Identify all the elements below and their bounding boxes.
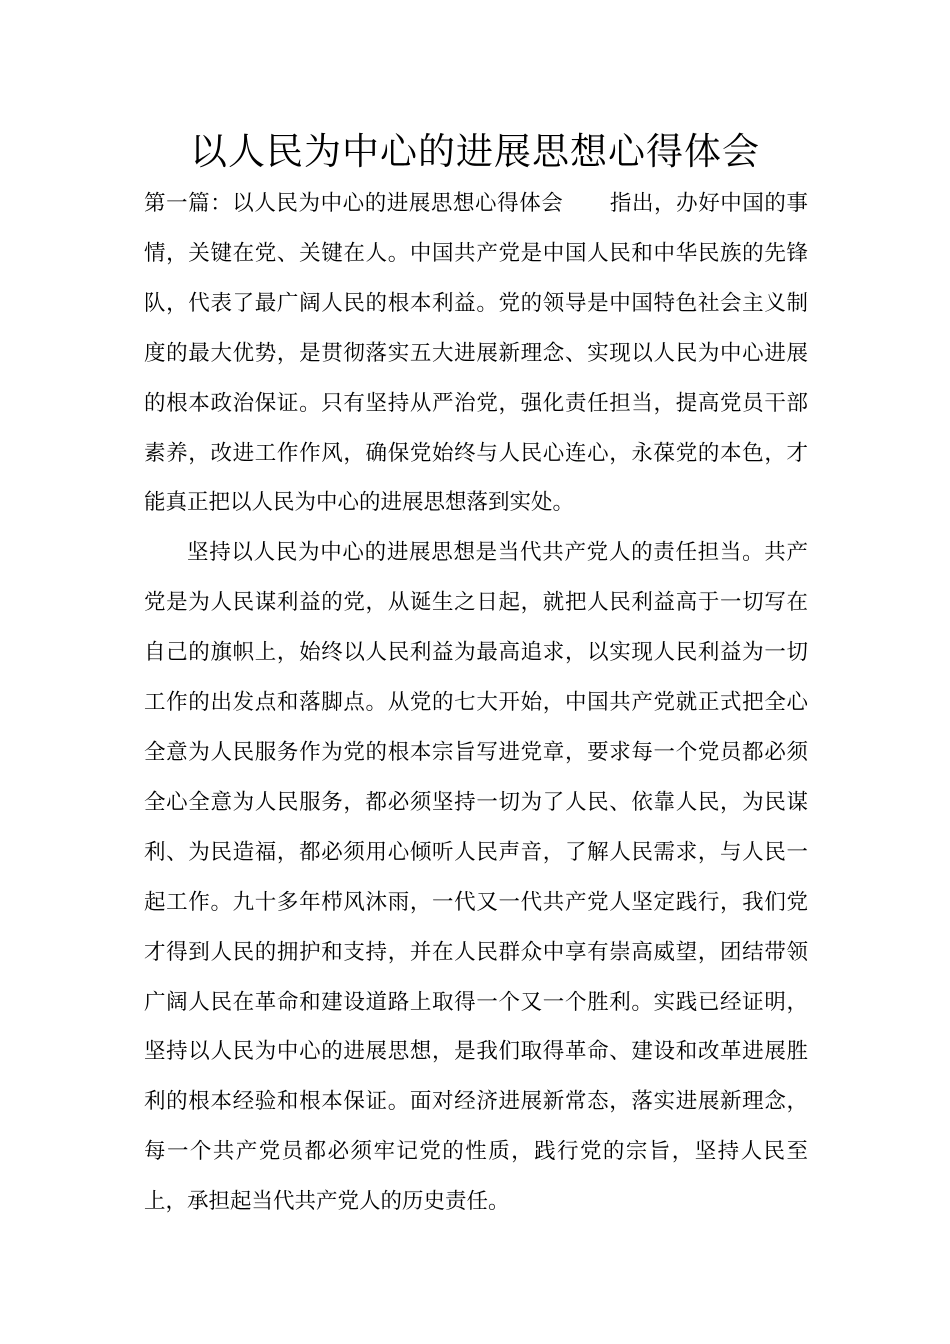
document-title: 以人民为中心的进展思想心得体会	[190, 130, 760, 173]
section-heading: 第一篇：以人民为中心的进展思想心得体会	[144, 191, 564, 216]
paragraph-1-text: 指出，办好中国的事情，关键在党、关键在人。中国共产党是中国人民和中华民族的先锋队，代表了最广阔人民的根本利益。党的领导是中国特色社会主义制度的最大优势，是贯彻落实五大进展新理念、实现以人民为中心进展的根本政治保证。只有坚持从严治党，强化责任担当，提高党员干部素养，改进工作作风，确保党始终与人民心连心，永葆党的本色，才能真正把以人民为中心的进展思想落到实处。	[144, 191, 808, 516]
paragraph-1	[144, 179, 808, 528]
document-body	[144, 179, 808, 1227]
paragraph-2: 坚持以人民为中心的进展思想是当代共产党人的责任担当。共产党是为人民谋利益的党，从诞生之日起，就把人民利益高于一切写在自己的旗帜上，始终以人民利益为最高追求，以实现人民利益为一切工作的出发点和落脚点。从党的七大开始，中国共产党就正式把全心全意为人民服务作为党的根本宗旨写进党章，要求每一个党员都必须全心全意为人民服务，都必须坚持一切为了人民、依靠人民，为民谋利、为民造福，都必须用心倾听人民声音，了解人民需求，与人民一起工作。九十多年栉风沐雨，一代又一代共产党人坚定践行，我们党才得到人民的拥护和支持，并在人民群众中享有崇高威望，团结带领广阔人民在革命和建设道路上取得一个又一个胜利。实践已经证明，坚持以人民为中心的进展思想，是我们取得革命、建设和改革进展胜利的根本经验和根本保证。面对经济进展新常态，落实进展新理念，每一个共产党员都必须牢记党的性质，践行党的宗旨，坚持人民至上，承担起当代共产党人的历史责任。	[144, 540, 808, 1215]
